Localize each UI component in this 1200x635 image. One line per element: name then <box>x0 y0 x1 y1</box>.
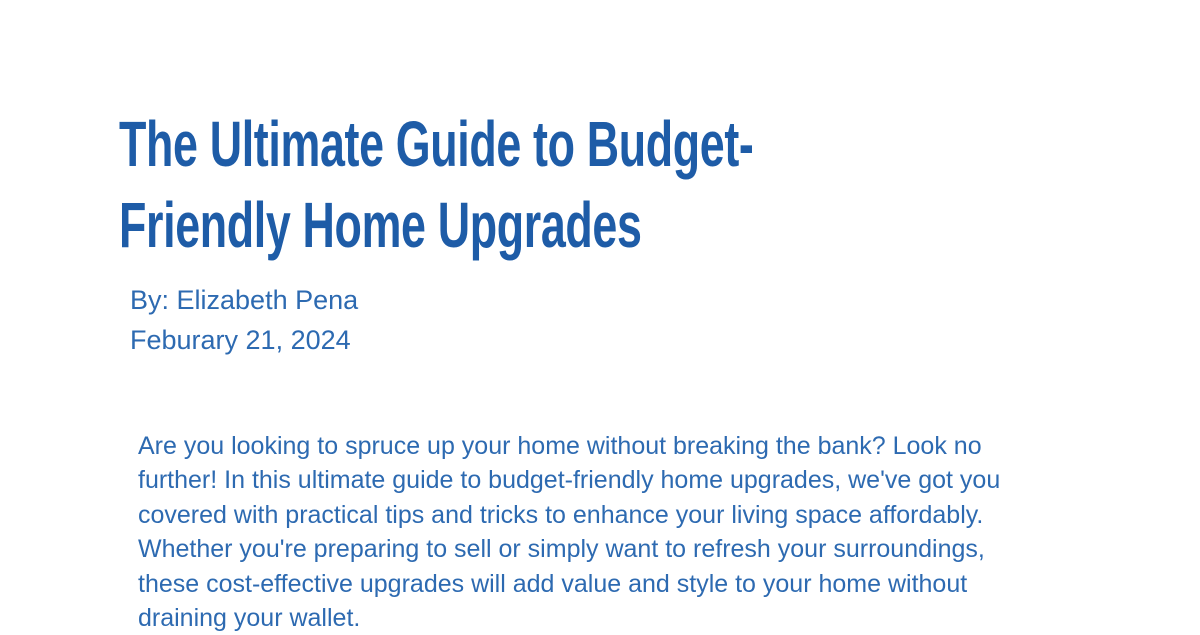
publish-date: Feburary 21, 2024 <box>130 325 351 355</box>
paragraph-line: draining your wallet. <box>138 604 361 633</box>
paragraph-line: these cost-effective upgrades will add value and style to your home without <box>138 569 968 598</box>
page-title-line-2: Friendly Home Upgrades <box>119 189 642 261</box>
author-byline: By: Elizabeth Pena <box>130 285 359 315</box>
paragraph-line: further! In this ultimate guide to budget-friendly home upgrades, we've got you <box>138 466 1001 495</box>
paragraph-line: covered with practical tips and tricks to enhance your living space affordably. <box>138 500 984 529</box>
paragraph-line: Are you looking to spruce up your home without breaking the bank? Look no <box>138 432 982 460</box>
intro-paragraph <box>138 429 1000 635</box>
page-title <box>119 104 1025 266</box>
paragraph-line: Whether you're preparing to sell or simply want to refresh your surroundings, <box>138 535 985 564</box>
article-meta <box>130 280 358 360</box>
page-title-line-1: The Ultimate Guide to Budget- <box>119 108 754 180</box>
